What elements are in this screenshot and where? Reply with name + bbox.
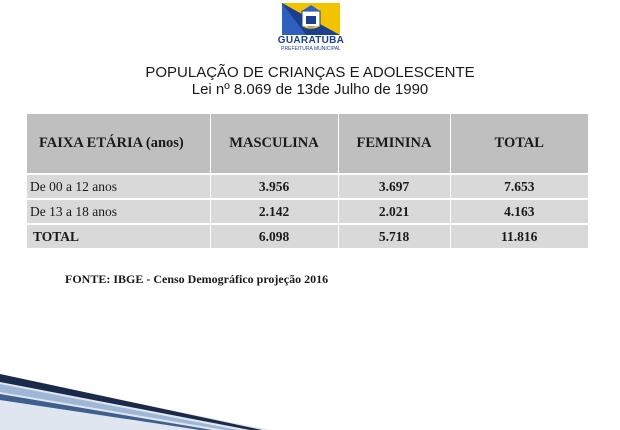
population-table	[27, 114, 588, 248]
logo-name: GUARATUBA	[277, 35, 345, 46]
female-value: 5.718	[338, 224, 450, 248]
row-label: TOTAL	[27, 224, 210, 248]
logo-subtitle: PREFEITURA MUNICIPAL	[281, 46, 341, 52]
row-label: De 00 a 12 anos	[27, 174, 210, 199]
female-value: 2.021	[338, 199, 450, 224]
flag-emblem-icon	[276, 2, 346, 36]
guaratuba-logo	[276, 2, 346, 52]
male-value: 2.142	[210, 199, 338, 224]
total-value: 4.163	[450, 199, 588, 224]
header-total: TOTAL	[450, 114, 588, 174]
header-male: MASCULINA	[210, 114, 338, 174]
male-value: 6.098	[210, 224, 338, 248]
source-note: FONTE: IBGE - Censo Demográfico projeção 2016	[65, 272, 329, 286]
row-label: De 13 a 18 anos	[27, 199, 210, 224]
table-row	[27, 199, 588, 224]
total-value: 11.816	[450, 224, 588, 248]
header-age-range: FAIXA ETÁRIA (anos)	[27, 114, 210, 174]
total-value: 7.653	[450, 174, 588, 199]
male-value: 3.956	[210, 174, 338, 199]
page-title: POPULAÇÃO DE CRIANÇAS E ADOLESCENTE	[145, 64, 475, 81]
female-value: 3.697	[338, 174, 450, 199]
table-header-row	[27, 114, 588, 174]
page-subtitle: Lei nº 8.069 de 13de Julho de 1990	[191, 81, 429, 98]
decorative-swoosh	[0, 360, 620, 430]
header-female: FEMININA	[338, 114, 450, 174]
table-row	[27, 174, 588, 199]
table-total-row	[27, 224, 588, 248]
